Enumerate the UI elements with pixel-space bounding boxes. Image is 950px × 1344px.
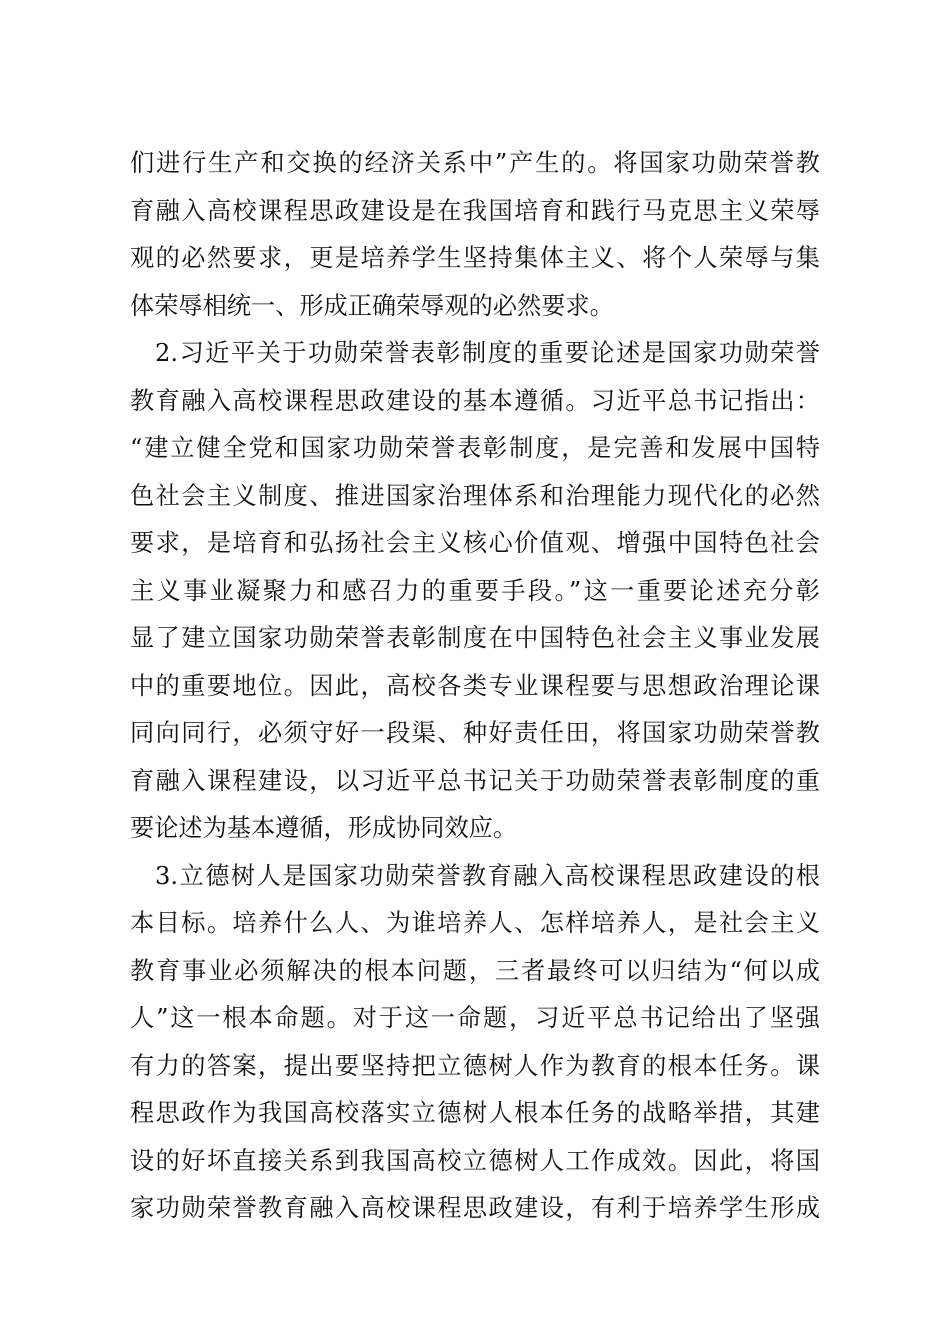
text-line: 3.立德树人是国家功勋荣誉教育融入高校课程思政建设的根 xyxy=(155,861,820,890)
body-text xyxy=(130,140,820,1233)
paragraph-3 xyxy=(130,853,820,1233)
text-line: 2.习近平关于功勋荣誉表彰制度的重要论述是国家功勋荣誉 xyxy=(155,339,820,367)
paragraph-1 xyxy=(130,140,820,330)
text-line: 育融入高校课程思政建设是在我国培育和践行马克思主义荣辱 xyxy=(130,196,820,225)
text-line: 同向同行，必须守好一段渠、种好责任田，将国家功勋荣誉教 xyxy=(130,719,820,747)
text-line: 色社会主义制度、推进国家治理体系和治理能力现代化的必然 xyxy=(130,481,820,510)
text-line: 体荣辱相统一、形成正确荣辱观的必然要求。 xyxy=(130,291,614,320)
text-line: “建立健全党和国家功勋荣誉表彰制度，是完善和发展中国特 xyxy=(130,434,820,462)
paragraph-2 xyxy=(130,330,820,853)
text-line: 中的重要地位。因此，高校各类专业课程要与思想政治理论课 xyxy=(130,671,820,700)
text-line: 显了建立国家功勋荣誉表彰制度在中国特色社会主义事业发展 xyxy=(130,624,820,652)
text-line: 家功勋荣誉教育融入高校课程思政建设，有利于培养学生形成 xyxy=(130,1194,820,1222)
text-line: 要求，是培育和弘扬社会主义核心价值观、增强中国特色社会 xyxy=(130,529,820,557)
text-line: 程思政作为我国高校落实立德树人根本任务的战略举措，其建 xyxy=(130,1099,820,1127)
text-line: 教育融入高校课程思政建设的基本遵循。习近平总书记指出： xyxy=(130,386,820,415)
text-line: 设的好坏直接关系到我国高校立德树人工作成效。因此，将国 xyxy=(130,1146,820,1175)
text-line: 人”这一根本命题。对于这一命题，习近平总书记给出了坚强 xyxy=(130,1004,820,1032)
text-line: 观的必然要求，更是培养学生坚持集体主义、将个人荣辱与集 xyxy=(130,244,820,272)
text-line: 们进行生产和交换的经济关系中”产生的。将国家功勋荣誉教 xyxy=(130,149,820,177)
text-line: 教育事业必须解决的根本问题，三者最终可以归结为“何以成 xyxy=(130,956,820,985)
text-line: 要论述为基本遵循，形成协同效应。 xyxy=(130,814,518,842)
text-line: 有力的答案，提出要坚持把立德树人作为教育的根本任务。课 xyxy=(130,1051,820,1080)
text-line: 育融入课程建设，以习近平总书记关于功勋荣誉表彰制度的重 xyxy=(130,766,820,795)
text-line: 本目标。培养什么人、为谁培养人、怎样培养人，是社会主义 xyxy=(130,909,820,937)
text-line: 主义事业凝聚力和感召力的重要手段。”这一重要论述充分彰 xyxy=(130,576,820,605)
